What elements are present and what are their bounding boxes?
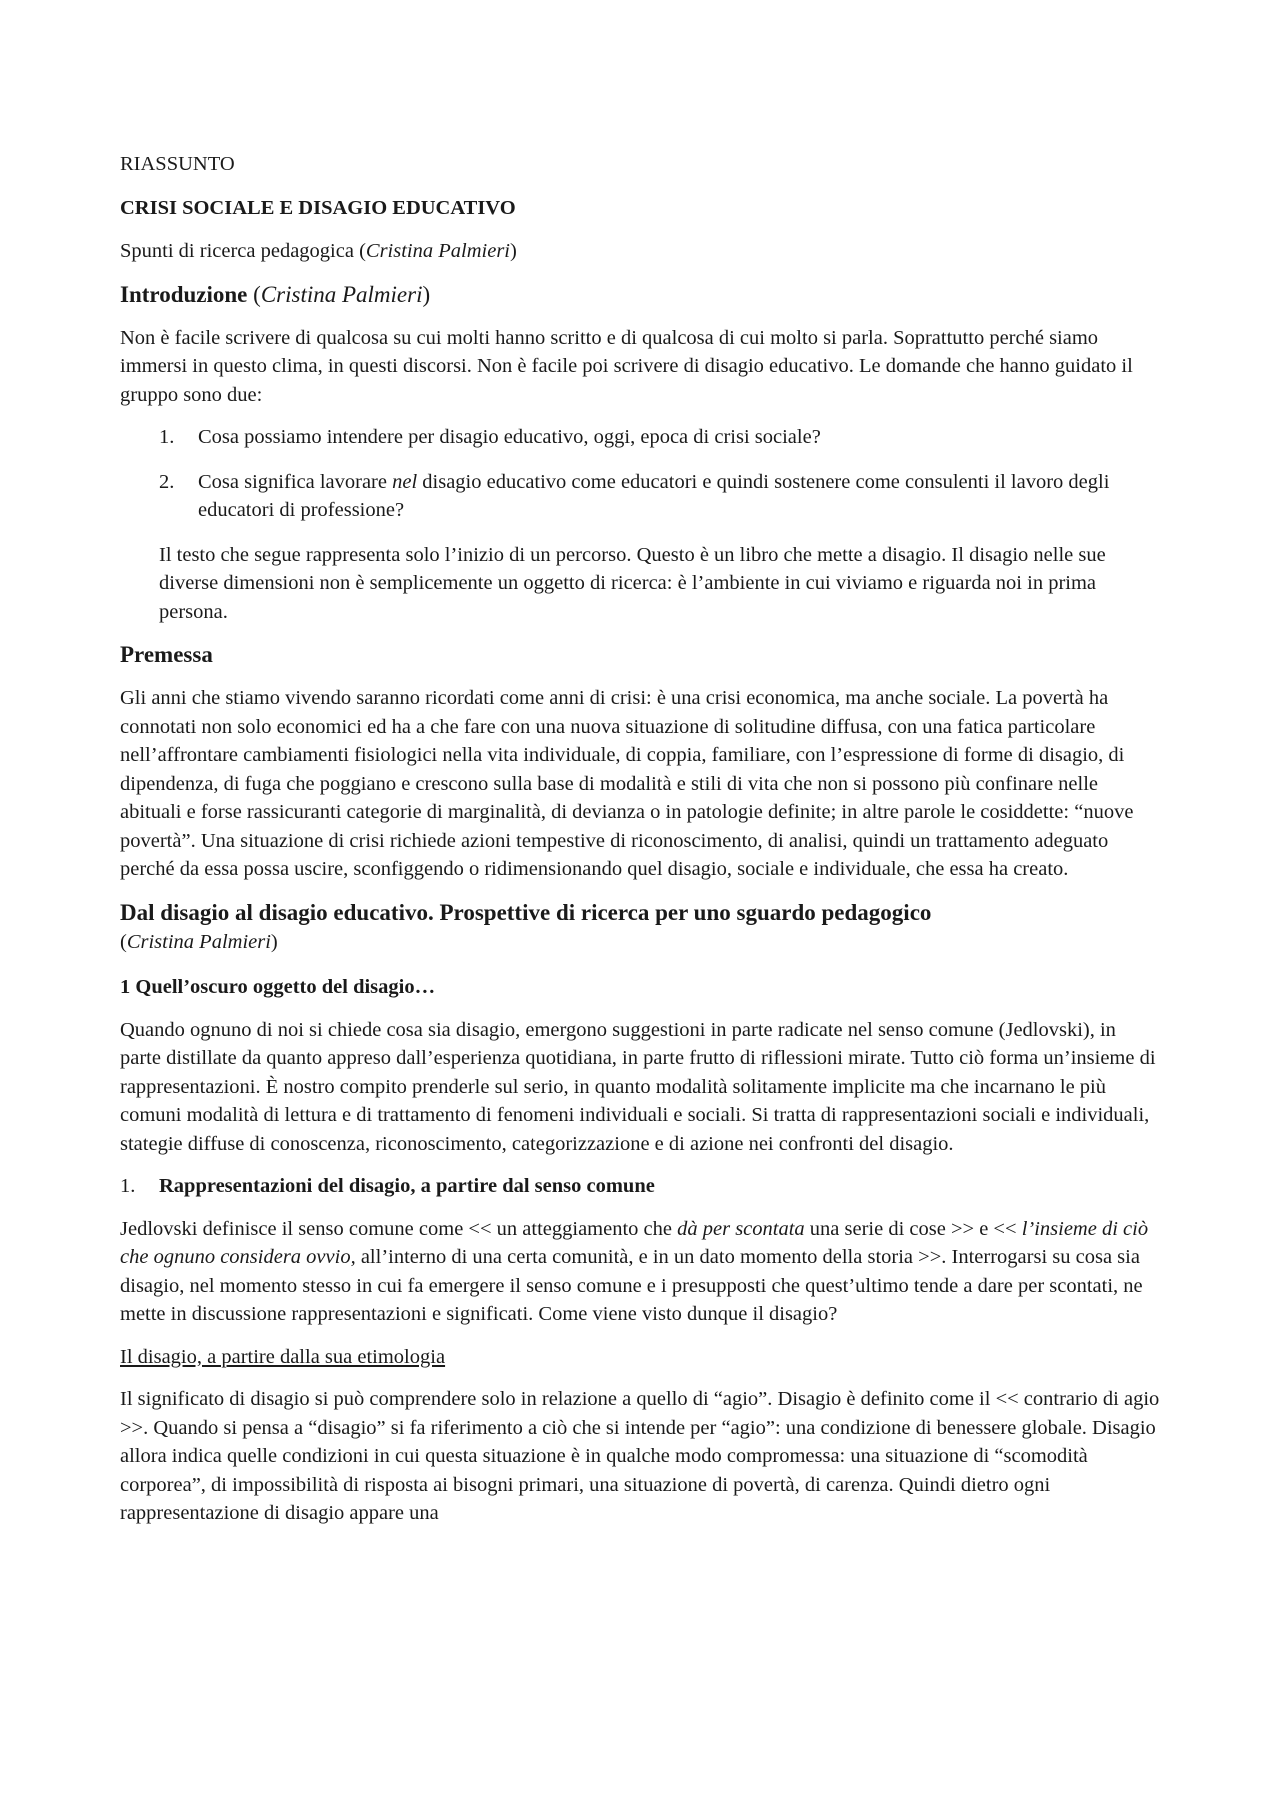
intro-questions-list <box>120 423 1160 525</box>
section-author: Cristina Palmieri <box>126 930 271 953</box>
paragraph-emphasis-2: l’insieme di ciò che ognuno considera ovvio, <box>120 1217 1149 1268</box>
paragraph-part-3: all’interno di una certa comunità, e in un dato momento della storia >>. Interrogarsi su cosa sia disagio, nel momento stesso in cui fa emergere il senso comune e i presupposti che quest’ultimo tende a dare per scontati, ne mette in discussione rappresentazioni e significati. Come viene visto dunque il disagio? <box>120 1246 1143 1325</box>
list-item-text-after: disagio educativo come educatori e quindi sostenere come consulenti il lavoro degli educatori di professione? <box>198 470 1110 521</box>
paragraph-part-1: Jedlovski definisce il senso comune come << un atteggiamento che <box>120 1217 678 1240</box>
section-heading: Dal disagio al disagio educativo. Prospettive di ricerca per uno sguardo pedagogico <box>120 899 932 925</box>
list-item-text-before: Cosa significa lavorare <box>198 470 393 493</box>
subsection-heading-1: 1 Quell’oscuro oggetto del disagio… <box>120 976 436 998</box>
paragraph-emphasis-1: dà per scontata <box>677 1217 805 1240</box>
list-item-emphasis: nel <box>392 470 418 493</box>
list-item <box>120 423 1160 452</box>
section-paragraph-2 <box>120 1215 1160 1329</box>
intro-author: Cristina Palmieri <box>260 281 423 307</box>
premessa-heading-text: Premessa <box>120 642 213 667</box>
section-author-close: ) <box>270 930 278 953</box>
document-label: RIASSUNTO <box>120 153 235 175</box>
subsection-title: Rappresentazioni del disagio, a partire dal senso comune <box>159 1175 655 1197</box>
intro-closing-paragraph: Il testo che segue rappresenta solo l’inizio di un percorso. Questo è un libro che mette a disagio. Il disagio nelle sue diverse dimensioni non è semplicemente un oggetto di ricerca: è l’ambiente in cui viviamo e riguarda noi in prima persona. <box>159 543 1106 623</box>
list-item-number: 1. <box>159 426 175 448</box>
intro-heading <box>120 280 1160 310</box>
list-item-number: 2. <box>159 470 175 493</box>
premessa-heading <box>120 640 1160 670</box>
section-author-open: ( <box>120 930 127 953</box>
section-author-line <box>120 928 1160 957</box>
paragraph-part-2: una serie di cose >> e << <box>804 1217 1022 1240</box>
intro-heading-text: Introduzione <box>120 281 248 307</box>
intro-heading-close: ) <box>422 281 431 307</box>
subsection-heading-2 <box>120 1172 1160 1201</box>
subsection-heading-3: Il disagio, a partire dalla sua etimologia <box>120 1345 446 1368</box>
list-item-text: Cosa possiamo intendere per disagio educativo, oggi, epoca di crisi sociale? <box>198 426 821 448</box>
intro-paragraph: Non è facile scrivere di qualcosa su cui molti hanno scritto e di qualcosa di cui molto si parla. Soprattutto perché siamo immersi in questo clima, in questi discorsi. Non è facile poi scrivere di disagio educativo. Le domande che hanno guidato il gruppo sono due: <box>120 326 1133 406</box>
section-paragraph-1: Quando ognuno di noi si chiede cosa sia disagio, emergono suggestioni in parte radicate nel senso comune (Jedlovski), in parte distillate da quanto appreso dall’esperienza quotidiana, in parte frutto di riflessioni mirate. Tutto ciò forma un’insieme di rappresentazioni. È nostro compito prenderle sul serio, in quanto modalità solitamente implicite ma che incarnano le più comuni modalità di lettura e di trattamento di fenomeni individuali e sociali. Si tratta di rappresentazioni sociali e individuali, stategie diffuse di conoscenza, riconoscimento, categorizzazione e di azione nei confronti del disagio. <box>120 1018 1156 1155</box>
subsection-number: 1. <box>120 1175 136 1197</box>
list-item <box>120 468 1160 525</box>
document-title: CRISI SOCIALE E DISAGIO EDUCATIVO <box>120 196 516 219</box>
subtitle-text: Spunti di ricerca pedagogica ( <box>120 240 366 262</box>
subtitle-author: Cristina Palmieri <box>365 240 510 262</box>
premessa-paragraph: Gli anni che stiamo vivendo saranno ricordati come anni di crisi: è una crisi economica, ma anche sociale. La povertà ha connotati non solo economici ed ha a che fare con una nuova situazione di solitudine diffusa, con una fatica particolare nell’affrontare cambiamenti fisiologici nella vita individuale, di coppia, familiare, con l’espressione di forme di disagio, di dipendenza, di fuga che poggiano e crescono sulla base di modalità e stili di vita che non si possono più confinare nelle abituali e forse rassicuranti categorie di marginalità, di devianza o in patologie definite; in altre parole le cosiddette: “nuove povertà”. Una situazione di crisi richiede azioni tempestive di riconoscimento, di analisi, quindi un trattamento adeguato perché da essa possa uscire, sconfiggendo o ridimensionando quel disagio, sociale e individuale, che essa ha creato. <box>120 687 1134 880</box>
section-paragraph-3: Il significato di disagio si può comprendere solo in relazione a quello di “agio”. Disagio è definito come il << contrario di agio >>. Quando si pensa a “disagio” si fa riferimento a ciò che si intende per “agio”: una condizione di benessere globale. Disagio allora indica quelle condizioni in cui questa situazione è in qualche modo compromessa: una situazione di “scomodità corporea”, di impossibilità di risposta ai bisogni primari, una situazione di povertà, di carenza. Quindi dietro ogni rappresentazione di disagio appare una <box>120 1388 1160 1524</box>
document-subtitle <box>120 237 1160 266</box>
intro-heading-open: ( <box>247 281 261 307</box>
subtitle-close: ) <box>510 240 517 262</box>
